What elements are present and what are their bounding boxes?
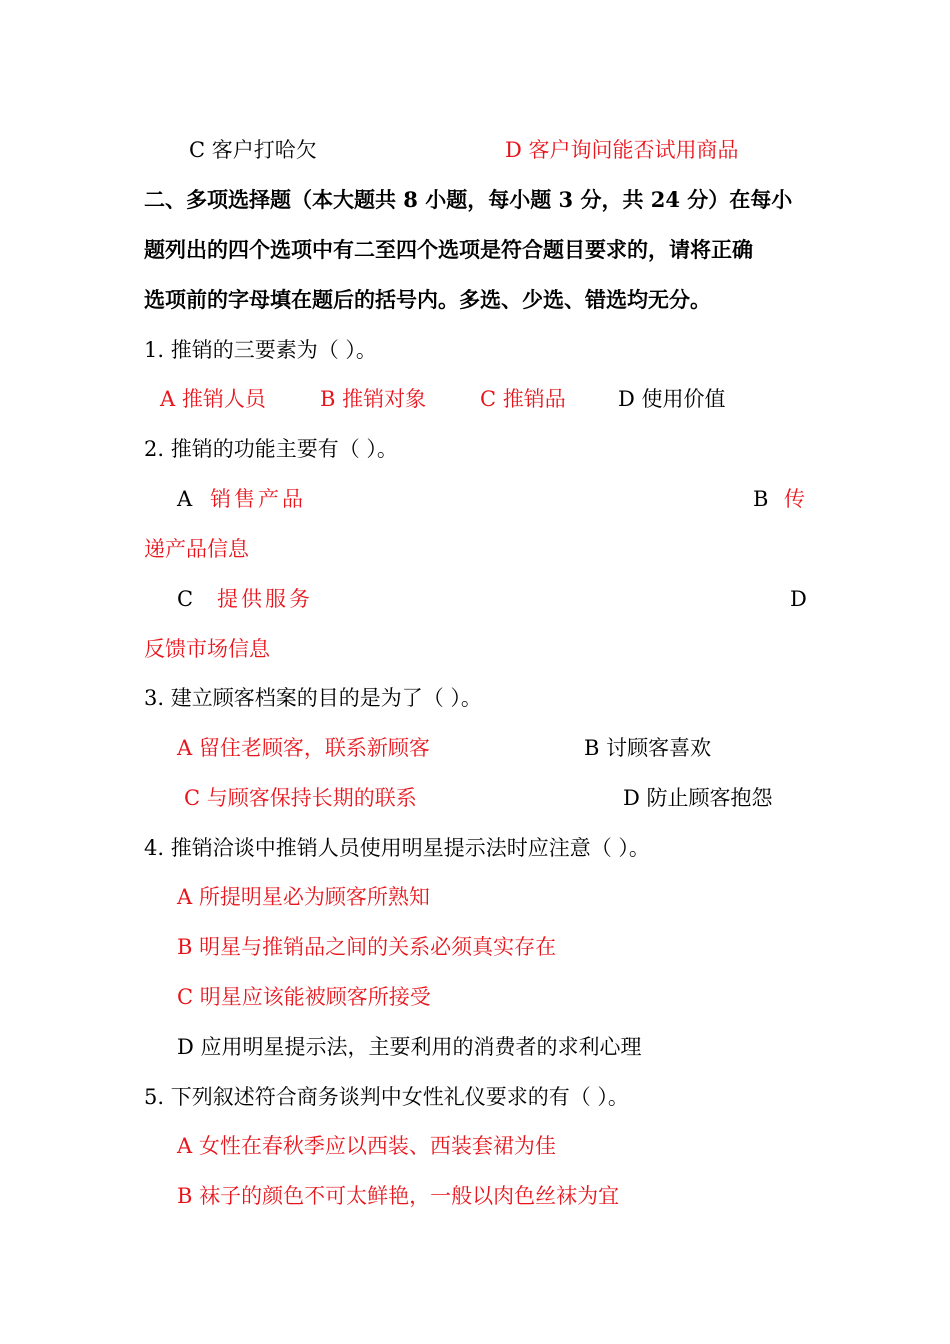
question-3-option-d: D 防止顾客抱怨	[623, 786, 773, 810]
question-2-option-c-letter: C	[177, 587, 194, 611]
question-5-option-a: A 女性在春秋季应以西装、西装套裙为佳	[177, 1134, 556, 1158]
question-3-option-c: C 与顾客保持长期的联系	[184, 786, 417, 810]
question-4-option-c: C 明星应该能被顾客所接受	[177, 985, 431, 1009]
question-3-option-b: B 讨顾客喜欢	[584, 736, 712, 760]
question-2-option-b-text-start: 传	[784, 487, 805, 511]
section-heading-line-3: 选项前的字母填在题后的括号内。多选、少选、错选均无分。	[144, 287, 711, 312]
section-heading-line-2: 题列出的四个选项中有二至四个选项是符合题目要求的，请将正确	[144, 237, 753, 262]
question-2-option-c-text: 提供服务	[217, 587, 313, 611]
question-2-option-a-letter: A	[177, 487, 193, 511]
question-1-option-b: B 推销对象	[320, 387, 427, 411]
question-5-option-b: B 袜子的颜色不可太鲜艳，一般以肉色丝袜为宜	[177, 1184, 620, 1208]
section-heading-line-1: 二、多项选择题（本大题共 8 小题，每小题 3 分，共 24 分）在每小	[144, 187, 793, 212]
question-4-stem: 4. 推销洽谈中推销人员使用明星提示法时应注意（ ）。	[144, 836, 650, 860]
question-5-stem: 5. 下列叙述符合商务谈判中女性礼仪要求的有（ ）。	[144, 1085, 629, 1109]
question-4-option-d: D 应用明星提示法，主要利用的消费者的求利心理	[177, 1035, 642, 1059]
question-1-option-d: D 使用价值	[618, 387, 726, 411]
question-2-option-a-text: 销售产品	[210, 487, 306, 511]
option-c-prev: C 客户打哈欠	[189, 138, 317, 162]
question-1-option-c: C 推销品	[480, 387, 566, 411]
question-4-option-b: B 明星与推销品之间的关系必须真实存在	[177, 935, 557, 959]
question-2-option-b-text-rest: 递产品信息	[144, 537, 249, 561]
question-3-stem: 3. 建立顾客档案的目的是为了（ ）。	[144, 686, 482, 710]
question-2-option-b-letter: B	[753, 487, 769, 511]
question-2-option-d-text: 反馈市场信息	[144, 637, 270, 661]
question-4-option-a: A 所提明星必为顾客所熟知	[177, 885, 430, 909]
question-1-option-a: A 推销人员	[160, 387, 266, 411]
option-d-prev: D 客户询问能否试用商品	[505, 138, 739, 162]
question-2-option-d-letter: D	[790, 587, 807, 611]
question-3-option-a: A 留住老顾客，联系新顾客	[177, 736, 430, 760]
question-1-stem: 1. 推销的三要素为（ ）。	[144, 338, 377, 362]
question-2-stem: 2. 推销的功能主要有（ ）。	[144, 437, 398, 461]
